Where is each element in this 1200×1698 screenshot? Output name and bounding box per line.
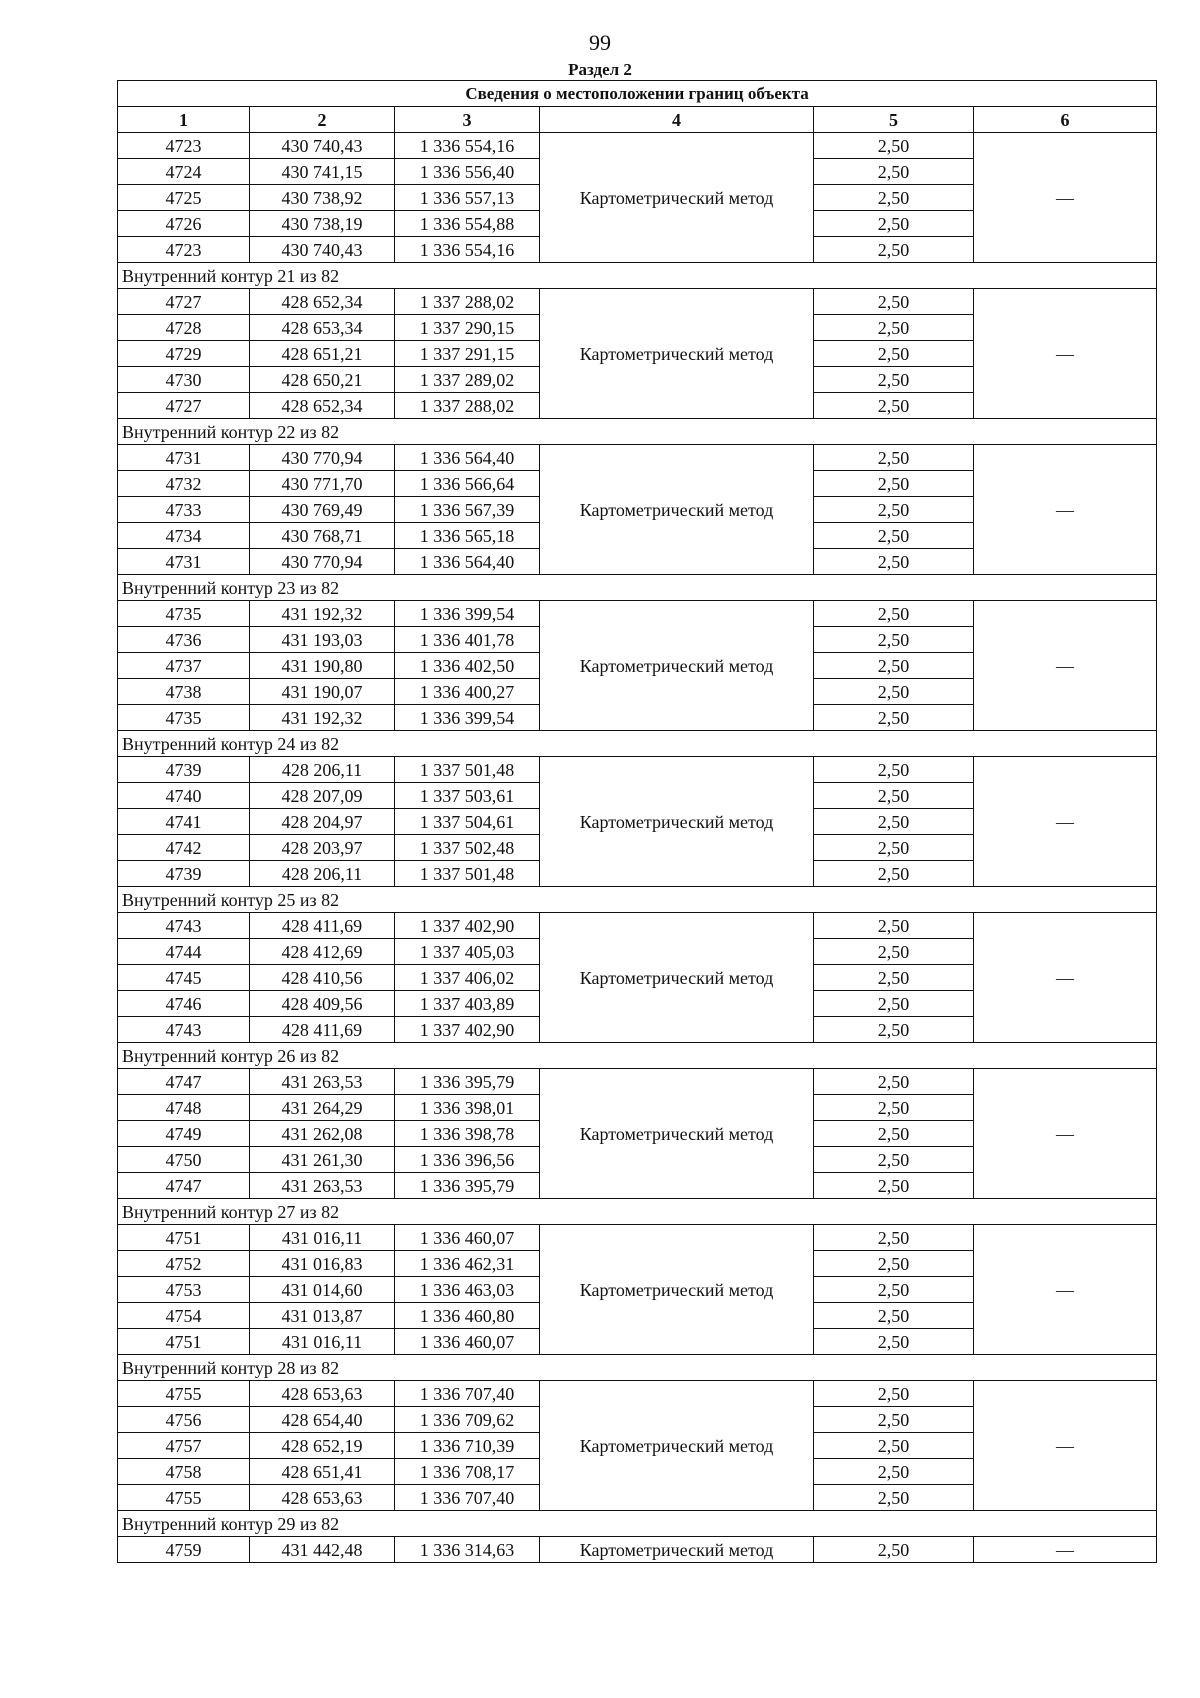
accuracy-cell: 2,50: [814, 393, 974, 419]
description-cell: —: [974, 913, 1157, 1043]
description-cell: —: [974, 601, 1157, 731]
accuracy-cell: 2,50: [814, 835, 974, 861]
y-coordinate-cell: 1 336 395,79: [395, 1173, 540, 1199]
contour-header-row: [118, 1511, 1157, 1537]
point-number-cell: 4755: [118, 1381, 250, 1407]
description-cell: —: [974, 757, 1157, 887]
y-coordinate-cell: 1 336 554,88: [395, 211, 540, 237]
x-coordinate-cell: 431 013,87: [250, 1303, 395, 1329]
point-number-cell: 4746: [118, 991, 250, 1017]
x-coordinate-cell: 430 770,94: [250, 445, 395, 471]
y-coordinate-cell: 1 337 502,48: [395, 835, 540, 861]
accuracy-cell: 2,50: [814, 133, 974, 159]
y-coordinate-cell: 1 336 710,39: [395, 1433, 540, 1459]
accuracy-cell: 2,50: [814, 1173, 974, 1199]
x-coordinate-cell: 428 206,11: [250, 757, 395, 783]
y-coordinate-cell: 1 336 567,39: [395, 497, 540, 523]
point-number-cell: 4735: [118, 601, 250, 627]
point-number-cell: 4736: [118, 627, 250, 653]
y-coordinate-cell: 1 337 289,02: [395, 367, 540, 393]
y-coordinate-cell: 1 336 396,56: [395, 1147, 540, 1173]
accuracy-cell: 2,50: [814, 185, 974, 211]
x-coordinate-cell: 431 190,07: [250, 679, 395, 705]
table-row: [118, 1225, 1157, 1251]
x-coordinate-cell: 430 768,71: [250, 523, 395, 549]
point-number-cell: 4727: [118, 393, 250, 419]
method-cell: Картометрический метод: [540, 1381, 814, 1511]
y-coordinate-cell: 1 336 565,18: [395, 523, 540, 549]
accuracy-cell: 2,50: [814, 653, 974, 679]
table-row: [118, 1381, 1157, 1407]
point-number-cell: 4744: [118, 939, 250, 965]
x-coordinate-cell: 428 207,09: [250, 783, 395, 809]
method-cell: Картометрический метод: [540, 133, 814, 263]
page-number: 99: [589, 30, 611, 55]
point-number-cell: 4758: [118, 1459, 250, 1485]
accuracy-cell: 2,50: [814, 783, 974, 809]
x-coordinate-cell: 428 654,40: [250, 1407, 395, 1433]
x-coordinate-cell: 431 262,08: [250, 1121, 395, 1147]
accuracy-cell: 2,50: [814, 1381, 974, 1407]
description-cell: —: [974, 133, 1157, 263]
point-number-cell: 4725: [118, 185, 250, 211]
x-coordinate-cell: 430 738,92: [250, 185, 395, 211]
point-number-cell: 4753: [118, 1277, 250, 1303]
y-coordinate-cell: 1 336 557,13: [395, 185, 540, 211]
y-coordinate-cell: 1 336 460,80: [395, 1303, 540, 1329]
method-cell: Картометрический метод: [540, 445, 814, 575]
point-number-cell: 4757: [118, 1433, 250, 1459]
y-coordinate-cell: 1 337 402,90: [395, 1017, 540, 1043]
contour-header-row: [118, 1355, 1157, 1381]
point-number-cell: 4759: [118, 1537, 250, 1563]
accuracy-cell: 2,50: [814, 601, 974, 627]
table-row: [118, 445, 1157, 471]
column-number: 5: [814, 107, 974, 133]
x-coordinate-cell: 428 650,21: [250, 367, 395, 393]
point-number-cell: 4743: [118, 913, 250, 939]
accuracy-cell: 2,50: [814, 809, 974, 835]
accuracy-cell: 2,50: [814, 679, 974, 705]
x-coordinate-cell: 430 740,43: [250, 237, 395, 263]
y-coordinate-cell: 1 337 402,90: [395, 913, 540, 939]
accuracy-cell: 2,50: [814, 367, 974, 393]
point-number-cell: 4739: [118, 757, 250, 783]
accuracy-cell: 2,50: [814, 627, 974, 653]
y-coordinate-cell: 1 337 288,02: [395, 393, 540, 419]
contour-label: Внутренний контур 21 из 82: [118, 263, 1157, 289]
point-number-cell: 4735: [118, 705, 250, 731]
y-coordinate-cell: 1 336 462,31: [395, 1251, 540, 1277]
y-coordinate-cell: 1 336 707,40: [395, 1485, 540, 1511]
point-number-cell: 4731: [118, 549, 250, 575]
contour-header-row: [118, 1043, 1157, 1069]
y-coordinate-cell: 1 336 564,40: [395, 549, 540, 575]
point-number-cell: 4730: [118, 367, 250, 393]
x-coordinate-cell: 428 653,63: [250, 1381, 395, 1407]
x-coordinate-cell: 431 263,53: [250, 1069, 395, 1095]
accuracy-cell: 2,50: [814, 445, 974, 471]
table-row: [118, 133, 1157, 159]
accuracy-cell: 2,50: [814, 965, 974, 991]
column-number: 6: [974, 107, 1157, 133]
table-row: [118, 913, 1157, 939]
x-coordinate-cell: 428 652,19: [250, 1433, 395, 1459]
point-number-cell: 4723: [118, 237, 250, 263]
method-cell: Картометрический метод: [540, 913, 814, 1043]
accuracy-cell: 2,50: [814, 939, 974, 965]
point-number-cell: 4737: [118, 653, 250, 679]
method-cell: Картометрический метод: [540, 601, 814, 731]
accuracy-cell: 2,50: [814, 1121, 974, 1147]
point-number-cell: 4740: [118, 783, 250, 809]
x-coordinate-cell: 428 652,34: [250, 289, 395, 315]
x-coordinate-cell: 428 204,97: [250, 809, 395, 835]
y-coordinate-cell: 1 336 564,40: [395, 445, 540, 471]
column-number: 2: [250, 107, 395, 133]
accuracy-cell: 2,50: [814, 211, 974, 237]
y-coordinate-cell: 1 336 400,27: [395, 679, 540, 705]
accuracy-cell: 2,50: [814, 159, 974, 185]
y-coordinate-cell: 1 336 399,54: [395, 705, 540, 731]
x-coordinate-cell: 431 264,29: [250, 1095, 395, 1121]
y-coordinate-cell: 1 337 501,48: [395, 757, 540, 783]
point-number-cell: 4751: [118, 1225, 250, 1251]
y-coordinate-cell: 1 337 406,02: [395, 965, 540, 991]
y-coordinate-cell: 1 337 403,89: [395, 991, 540, 1017]
y-coordinate-cell: 1 336 707,40: [395, 1381, 540, 1407]
accuracy-cell: 2,50: [814, 1017, 974, 1043]
point-number-cell: 4751: [118, 1329, 250, 1355]
point-number-cell: 4726: [118, 211, 250, 237]
x-coordinate-cell: 428 652,34: [250, 393, 395, 419]
description-cell: —: [974, 1069, 1157, 1199]
y-coordinate-cell: 1 337 290,15: [395, 315, 540, 341]
x-coordinate-cell: 428 651,21: [250, 341, 395, 367]
x-coordinate-cell: 431 014,60: [250, 1277, 395, 1303]
y-coordinate-cell: 1 336 556,40: [395, 159, 540, 185]
accuracy-cell: 2,50: [814, 1147, 974, 1173]
contour-header-row: [118, 887, 1157, 913]
table-row: [118, 757, 1157, 783]
y-coordinate-cell: 1 336 463,03: [395, 1277, 540, 1303]
x-coordinate-cell: 431 016,83: [250, 1251, 395, 1277]
x-coordinate-cell: 430 770,94: [250, 549, 395, 575]
point-number-cell: 4732: [118, 471, 250, 497]
x-coordinate-cell: 431 263,53: [250, 1173, 395, 1199]
contour-header-row: [118, 263, 1157, 289]
contour-label: Внутренний контур 25 из 82: [118, 887, 1157, 913]
contour-label: Внутренний контур 24 из 82: [118, 731, 1157, 757]
point-number-cell: 4738: [118, 679, 250, 705]
y-coordinate-cell: 1 336 395,79: [395, 1069, 540, 1095]
y-coordinate-cell: 1 337 504,61: [395, 809, 540, 835]
x-coordinate-cell: 430 771,70: [250, 471, 395, 497]
y-coordinate-cell: 1 336 708,17: [395, 1459, 540, 1485]
x-coordinate-cell: 430 738,19: [250, 211, 395, 237]
contour-label: Внутренний контур 23 из 82: [118, 575, 1157, 601]
point-number-cell: 4734: [118, 523, 250, 549]
accuracy-cell: 2,50: [814, 1329, 974, 1355]
accuracy-cell: 2,50: [814, 1251, 974, 1277]
y-coordinate-cell: 1 336 398,78: [395, 1121, 540, 1147]
accuracy-cell: 2,50: [814, 1537, 974, 1563]
contour-header-row: [118, 731, 1157, 757]
point-number-cell: 4741: [118, 809, 250, 835]
contour-label: Внутренний контур 29 из 82: [118, 1511, 1157, 1537]
y-coordinate-cell: 1 337 288,02: [395, 289, 540, 315]
contour-label: Внутренний контур 27 из 82: [118, 1199, 1157, 1225]
accuracy-cell: 2,50: [814, 1407, 974, 1433]
boundary-coordinates-table: [117, 80, 1157, 1563]
point-number-cell: 4743: [118, 1017, 250, 1043]
y-coordinate-cell: 1 336 554,16: [395, 133, 540, 159]
accuracy-cell: 2,50: [814, 705, 974, 731]
column-number: 1: [118, 107, 250, 133]
y-coordinate-cell: 1 336 401,78: [395, 627, 540, 653]
accuracy-cell: 2,50: [814, 549, 974, 575]
x-coordinate-cell: 428 411,69: [250, 913, 395, 939]
table-caption: Сведения о местоположении границ объекта: [118, 81, 1157, 107]
accuracy-cell: 2,50: [814, 1485, 974, 1511]
y-coordinate-cell: 1 337 405,03: [395, 939, 540, 965]
point-number-cell: 4747: [118, 1173, 250, 1199]
x-coordinate-cell: 431 261,30: [250, 1147, 395, 1173]
x-coordinate-cell: 428 412,69: [250, 939, 395, 965]
column-number: 4: [540, 107, 814, 133]
point-number-cell: 4723: [118, 133, 250, 159]
x-coordinate-cell: 428 203,97: [250, 835, 395, 861]
y-coordinate-cell: 1 336 709,62: [395, 1407, 540, 1433]
point-number-cell: 4750: [118, 1147, 250, 1173]
x-coordinate-cell: 428 410,56: [250, 965, 395, 991]
contour-label: Внутренний контур 28 из 82: [118, 1355, 1157, 1381]
accuracy-cell: 2,50: [814, 497, 974, 523]
x-coordinate-cell: 430 740,43: [250, 133, 395, 159]
accuracy-cell: 2,50: [814, 757, 974, 783]
method-cell: Картометрический метод: [540, 1537, 814, 1563]
x-coordinate-cell: 428 653,63: [250, 1485, 395, 1511]
description-cell: —: [974, 289, 1157, 419]
point-number-cell: 4733: [118, 497, 250, 523]
point-number-cell: 4752: [118, 1251, 250, 1277]
x-coordinate-cell: 431 016,11: [250, 1329, 395, 1355]
accuracy-cell: 2,50: [814, 471, 974, 497]
point-number-cell: 4749: [118, 1121, 250, 1147]
y-coordinate-cell: 1 336 554,16: [395, 237, 540, 263]
contour-header-row: [118, 575, 1157, 601]
contour-header-row: [118, 419, 1157, 445]
accuracy-cell: 2,50: [814, 1433, 974, 1459]
x-coordinate-cell: 431 190,80: [250, 653, 395, 679]
method-cell: Картометрический метод: [540, 1069, 814, 1199]
contour-label: Внутренний контур 22 из 82: [118, 419, 1157, 445]
x-coordinate-cell: 431 193,03: [250, 627, 395, 653]
section-title: Раздел 2: [568, 60, 632, 79]
description-cell: —: [974, 445, 1157, 575]
x-coordinate-cell: 431 016,11: [250, 1225, 395, 1251]
accuracy-cell: 2,50: [814, 1095, 974, 1121]
x-coordinate-cell: 431 192,32: [250, 705, 395, 731]
table-row: [118, 1537, 1157, 1563]
accuracy-cell: 2,50: [814, 523, 974, 549]
table-body: [118, 133, 1157, 1563]
accuracy-cell: 2,50: [814, 341, 974, 367]
point-number-cell: 4728: [118, 315, 250, 341]
point-number-cell: 4755: [118, 1485, 250, 1511]
point-number-cell: 4748: [118, 1095, 250, 1121]
y-coordinate-cell: 1 336 460,07: [395, 1225, 540, 1251]
y-coordinate-cell: 1 336 314,63: [395, 1537, 540, 1563]
contour-header-row: [118, 1199, 1157, 1225]
point-number-cell: 4742: [118, 835, 250, 861]
accuracy-cell: 2,50: [814, 991, 974, 1017]
x-coordinate-cell: 428 411,69: [250, 1017, 395, 1043]
accuracy-cell: 2,50: [814, 315, 974, 341]
column-number: 3: [395, 107, 540, 133]
accuracy-cell: 2,50: [814, 1069, 974, 1095]
accuracy-cell: 2,50: [814, 1303, 974, 1329]
point-number-cell: 4729: [118, 341, 250, 367]
table-row: [118, 1069, 1157, 1095]
y-coordinate-cell: 1 336 399,54: [395, 601, 540, 627]
y-coordinate-cell: 1 337 291,15: [395, 341, 540, 367]
accuracy-cell: 2,50: [814, 1225, 974, 1251]
y-coordinate-cell: 1 336 460,07: [395, 1329, 540, 1355]
point-number-cell: 4739: [118, 861, 250, 887]
method-cell: Картометрический метод: [540, 757, 814, 887]
accuracy-cell: 2,50: [814, 1459, 974, 1485]
x-coordinate-cell: 431 192,32: [250, 601, 395, 627]
table-row: [118, 601, 1157, 627]
accuracy-cell: 2,50: [814, 861, 974, 887]
method-cell: Картометрический метод: [540, 1225, 814, 1355]
description-cell: —: [974, 1225, 1157, 1355]
x-coordinate-cell: 430 769,49: [250, 497, 395, 523]
y-coordinate-cell: 1 337 501,48: [395, 861, 540, 887]
point-number-cell: 4747: [118, 1069, 250, 1095]
point-number-cell: 4724: [118, 159, 250, 185]
point-number-cell: 4745: [118, 965, 250, 991]
point-number-cell: 4756: [118, 1407, 250, 1433]
y-coordinate-cell: 1 336 398,01: [395, 1095, 540, 1121]
accuracy-cell: 2,50: [814, 1277, 974, 1303]
x-coordinate-cell: 428 206,11: [250, 861, 395, 887]
table-row: [118, 289, 1157, 315]
accuracy-cell: 2,50: [814, 289, 974, 315]
description-cell: —: [974, 1381, 1157, 1511]
y-coordinate-cell: 1 336 402,50: [395, 653, 540, 679]
x-coordinate-cell: 428 409,56: [250, 991, 395, 1017]
point-number-cell: 4754: [118, 1303, 250, 1329]
contour-label: Внутренний контур 26 из 82: [118, 1043, 1157, 1069]
x-coordinate-cell: 431 442,48: [250, 1537, 395, 1563]
accuracy-cell: 2,50: [814, 237, 974, 263]
description-cell: —: [974, 1537, 1157, 1563]
method-cell: Картометрический метод: [540, 289, 814, 419]
x-coordinate-cell: 430 741,15: [250, 159, 395, 185]
column-number-row: [118, 107, 1157, 133]
accuracy-cell: 2,50: [814, 913, 974, 939]
y-coordinate-cell: 1 336 566,64: [395, 471, 540, 497]
point-number-cell: 4731: [118, 445, 250, 471]
x-coordinate-cell: 428 653,34: [250, 315, 395, 341]
x-coordinate-cell: 428 651,41: [250, 1459, 395, 1485]
point-number-cell: 4727: [118, 289, 250, 315]
y-coordinate-cell: 1 337 503,61: [395, 783, 540, 809]
